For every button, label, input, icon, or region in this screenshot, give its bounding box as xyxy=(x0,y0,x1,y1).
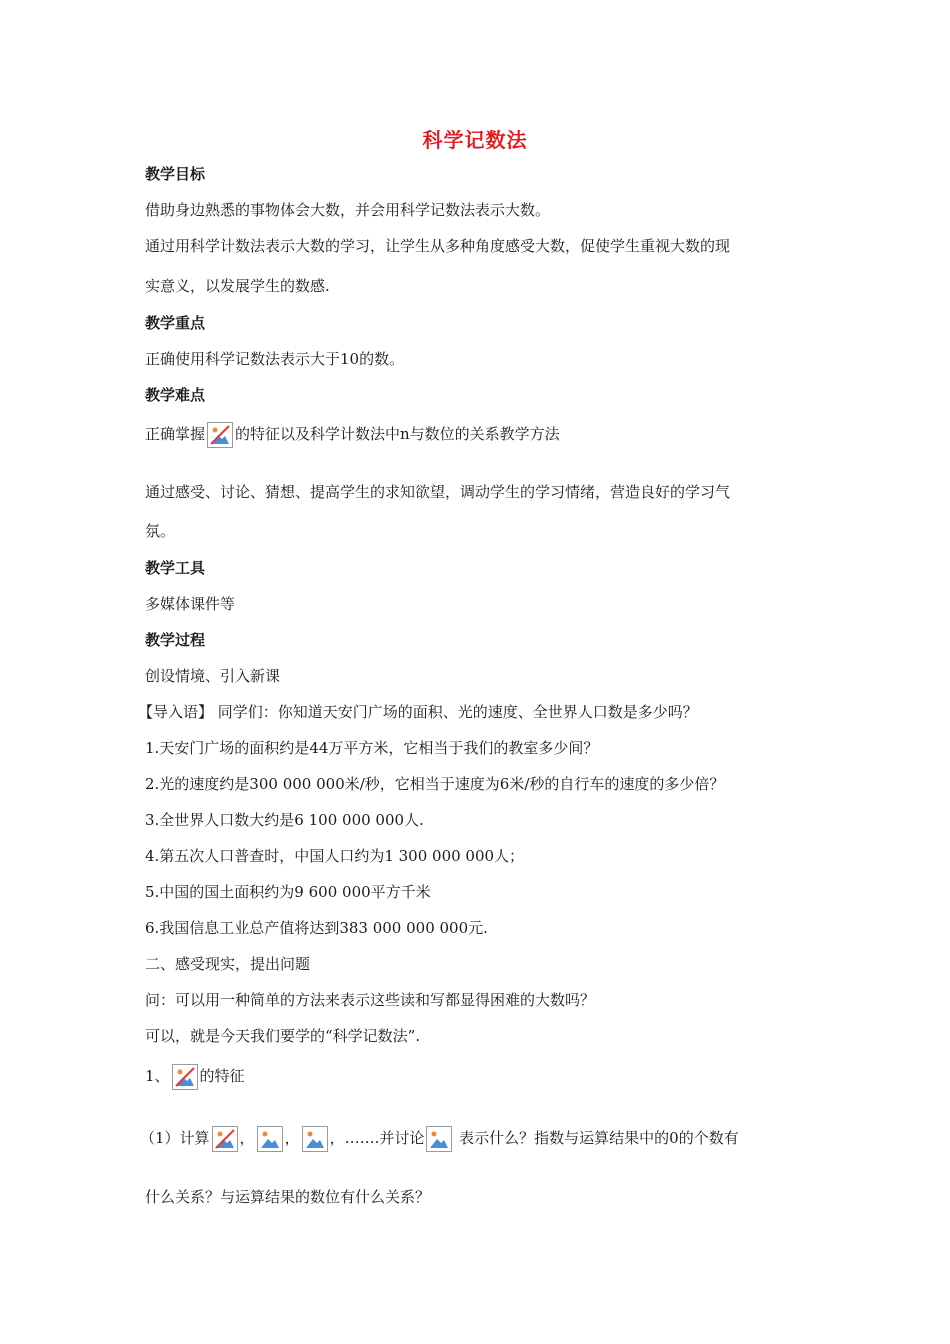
text-segment: 1、 xyxy=(145,1067,170,1085)
paragraph: 问：可以用一种简单的方法来表示这些读和写都显得困难的大数吗？ xyxy=(145,991,596,1009)
heading-key-points: 教学重点 xyxy=(145,314,206,332)
broken-image-icon xyxy=(172,1064,198,1090)
paragraph: 可以，就是今天我们要学的“科学记数法”. xyxy=(145,1027,421,1045)
list-item: 2.光的速度约是300 000 000米/秒，它相当于速度为6米/秒的自行车的速度的多少倍？ xyxy=(145,775,725,793)
text-segment: ，…… xyxy=(329,1129,375,1147)
paragraph: 借助身边熟悉的事物体会大数，并会用科学记数法表示大数。 xyxy=(145,201,551,219)
broken-image-icon xyxy=(426,1126,452,1152)
paragraph: 二、感受现实，提出问题 xyxy=(145,955,311,973)
text-segment: ， xyxy=(239,1129,255,1147)
paragraph: 创设情境、引入新课 xyxy=(145,667,281,685)
text-segment: .并讨论 xyxy=(374,1129,425,1147)
list-item: 4.第五次人口普查时，中国人口约为1 300 000 000人； xyxy=(145,847,525,865)
paragraph: 实意义，以发展学生的数感. xyxy=(145,277,330,295)
heading-difficulties: 教学难点 xyxy=(145,386,206,404)
text-segment: ， xyxy=(284,1129,300,1147)
broken-image-icon xyxy=(207,422,233,448)
heading-tools: 教学工具 xyxy=(145,559,206,577)
heading-process: 教学过程 xyxy=(145,631,206,649)
text-segment: 的特征 xyxy=(199,1067,245,1085)
paragraph-with-image xyxy=(145,422,560,448)
list-item: 6.我国信息工业总产值将达到383 000 000 000元. xyxy=(145,919,488,937)
text-segment: 的特征以及科学计数法中n与数位的关系教学方法 xyxy=(235,425,560,443)
paragraph: 正确使用科学记数法表示大于10的数。 xyxy=(145,350,405,368)
broken-image-icon xyxy=(257,1126,283,1152)
text-segment: 正确掌握 xyxy=(145,425,206,443)
paragraph: 多媒体课件等 xyxy=(145,595,236,613)
paragraph: 什么关系？与运算结果的数位有什么关系？ xyxy=(145,1188,431,1206)
page-title: 科学记数法 xyxy=(422,128,528,152)
broken-image-icon xyxy=(302,1126,328,1152)
text-segment: 表示什么？指数与运算结果中的0的个数有 xyxy=(454,1129,739,1147)
paragraph: 通过用科学计数法表示大数的学习，让学生从多种角度感受大数，促使学生重视大数的现 xyxy=(145,237,731,255)
paragraph: 【导入语】 同学们：你知道天安门广场的面积、光的速度、全世界人口数是多少吗？ xyxy=(138,703,698,721)
paragraph-with-images xyxy=(140,1126,739,1152)
heading-goals: 教学目标 xyxy=(145,165,206,183)
paragraph: 通过感受、讨论、猜想、提高学生的求知欲望，调动学生的学习情绪，营造良好的学习气 xyxy=(145,483,731,501)
text-segment: （1）计算 xyxy=(140,1129,210,1147)
broken-image-icon xyxy=(212,1126,238,1152)
list-item: 5.中国的国土面积约为9 600 000平方千米 xyxy=(145,883,431,901)
list-item: 3.全世界人口数大约是6 100 000 000人. xyxy=(145,811,424,829)
list-item: 1.天安门广场的面积约是44万平方米，它相当于我们的教室多少间？ xyxy=(145,739,599,757)
paragraph-with-image xyxy=(145,1064,245,1090)
paragraph: 氛。 xyxy=(145,522,176,540)
